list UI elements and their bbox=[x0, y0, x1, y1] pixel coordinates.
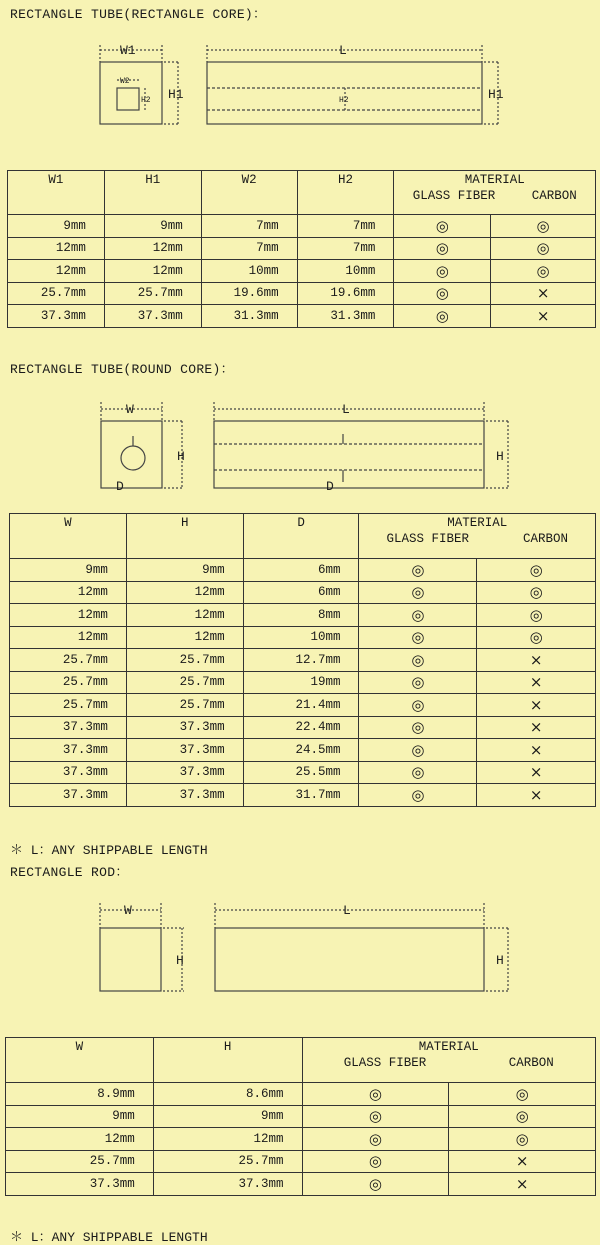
table-cell: 9mm bbox=[8, 215, 105, 238]
glass-fiber-availability: ◎ bbox=[359, 761, 477, 784]
label-h2-end: H2 bbox=[141, 96, 151, 105]
carbon-availability: ◎ bbox=[477, 581, 596, 604]
table-cell: 7mm bbox=[297, 215, 394, 238]
table-cell: 19.6mm bbox=[201, 282, 297, 305]
glass-fiber-availability: ◎ bbox=[302, 1083, 449, 1106]
table-cell: 8mm bbox=[243, 604, 359, 627]
carbon-availability: × bbox=[449, 1173, 596, 1196]
table-cell: 37.3mm bbox=[126, 761, 243, 784]
glass-fiber-availability: ◎ bbox=[302, 1173, 449, 1196]
table-cell: 12mm bbox=[126, 626, 243, 649]
table-row bbox=[10, 761, 596, 784]
carbon-availability: ◎ bbox=[477, 604, 596, 627]
section-title-rod: RECTANGLE ROD： bbox=[10, 865, 129, 880]
carbon-availability: × bbox=[477, 694, 596, 717]
glass-fiber-availability: ◎ bbox=[359, 739, 477, 762]
label-l: L bbox=[339, 43, 347, 58]
table-cell: 24.5mm bbox=[243, 739, 359, 762]
material-sub-glass: GLASS FIBER bbox=[412, 189, 496, 203]
material-label: MATERIAL bbox=[447, 516, 508, 530]
material-sub-glass: GLASS FIBER bbox=[386, 532, 469, 546]
label-h-side: H bbox=[496, 953, 504, 968]
table-row bbox=[10, 559, 596, 582]
material-header bbox=[359, 514, 596, 559]
carbon-availability: × bbox=[477, 671, 596, 694]
col-header: W bbox=[10, 514, 127, 559]
carbon-availability: ◎ bbox=[491, 260, 596, 283]
table-row bbox=[10, 671, 596, 694]
label-w1: W1 bbox=[120, 43, 136, 58]
table-cell: 9mm bbox=[6, 1105, 154, 1128]
table-row bbox=[10, 649, 596, 672]
col-header: W1 bbox=[8, 171, 105, 215]
carbon-availability: ◎ bbox=[449, 1128, 596, 1151]
glass-fiber-availability: ◎ bbox=[359, 649, 477, 672]
table-row bbox=[6, 1173, 596, 1196]
end-view bbox=[100, 903, 184, 991]
col-header: H1 bbox=[104, 171, 201, 215]
table-row bbox=[10, 694, 596, 717]
table-row bbox=[10, 739, 596, 762]
table-cell: 12mm bbox=[153, 1128, 302, 1151]
table-cell: 25.7mm bbox=[8, 282, 105, 305]
col-header: W bbox=[6, 1038, 154, 1083]
diagram-round-core bbox=[0, 396, 600, 506]
table-cell: 37.3mm bbox=[126, 739, 243, 762]
table-cell: 10mm bbox=[297, 260, 394, 283]
glass-fiber-availability: ◎ bbox=[359, 784, 477, 807]
carbon-availability: × bbox=[477, 716, 596, 739]
carbon-availability: × bbox=[477, 739, 596, 762]
material-label: MATERIAL bbox=[464, 173, 525, 187]
table-cell: 25.7mm bbox=[126, 694, 243, 717]
table-cell: 12mm bbox=[126, 604, 243, 627]
table-cell: 12mm bbox=[10, 626, 127, 649]
col-header: W2 bbox=[201, 171, 297, 215]
material-header bbox=[394, 171, 596, 215]
section-title-round-core: RECTANGLE TUBE(ROUND CORE)： bbox=[10, 362, 234, 377]
carbon-availability: × bbox=[477, 761, 596, 784]
material-sub-glass: GLASS FIBER bbox=[343, 1056, 427, 1070]
material-sub-carbon: CARBON bbox=[531, 189, 577, 203]
table-cell: 8.6mm bbox=[153, 1083, 302, 1106]
glass-fiber-availability: ◎ bbox=[394, 215, 491, 238]
glass-fiber-availability: ◎ bbox=[394, 282, 491, 305]
table-row bbox=[6, 1150, 596, 1173]
glass-fiber-availability: ◎ bbox=[359, 694, 477, 717]
glass-fiber-availability: ◎ bbox=[359, 626, 477, 649]
table-row bbox=[6, 1083, 596, 1106]
glass-fiber-availability: ◎ bbox=[359, 671, 477, 694]
carbon-availability: × bbox=[449, 1150, 596, 1173]
table-cell: 22.4mm bbox=[243, 716, 359, 739]
table-cell: 37.3mm bbox=[8, 305, 105, 328]
carbon-availability: × bbox=[477, 649, 596, 672]
label-d-side: D bbox=[326, 479, 334, 494]
table-cell: 9mm bbox=[126, 559, 243, 582]
table-cell: 10mm bbox=[243, 626, 359, 649]
col-header: H2 bbox=[297, 171, 394, 215]
side-view bbox=[215, 903, 510, 991]
section-title-rect-core: RECTANGLE TUBE(RECTANGLE CORE)： bbox=[10, 7, 267, 22]
table-rect-core bbox=[7, 170, 596, 328]
table-cell: 19mm bbox=[243, 671, 359, 694]
table-cell: 37.3mm bbox=[104, 305, 201, 328]
table-cell: 25.7mm bbox=[10, 694, 127, 717]
table-row bbox=[10, 784, 596, 807]
table-row bbox=[10, 626, 596, 649]
carbon-availability: ◎ bbox=[449, 1105, 596, 1128]
glass-fiber-availability: ◎ bbox=[359, 581, 477, 604]
table-row bbox=[8, 282, 596, 305]
label-w: W bbox=[124, 903, 132, 918]
col-header: D bbox=[243, 514, 359, 559]
table-cell: 37.3mm bbox=[126, 784, 243, 807]
table-cell: 37.3mm bbox=[126, 716, 243, 739]
note-length-2: ＊ L：ANY SHIPPABLE LENGTH bbox=[10, 1230, 208, 1245]
carbon-availability: ◎ bbox=[491, 215, 596, 238]
table-cell: 12mm bbox=[8, 237, 105, 260]
table-cell: 12mm bbox=[10, 581, 127, 604]
table-cell: 9mm bbox=[104, 215, 201, 238]
glass-fiber-availability: ◎ bbox=[302, 1105, 449, 1128]
table-cell: 7mm bbox=[297, 237, 394, 260]
material-label: MATERIAL bbox=[418, 1040, 479, 1054]
carbon-availability: ◎ bbox=[477, 626, 596, 649]
glass-fiber-availability: ◎ bbox=[302, 1128, 449, 1151]
table-cell: 25.7mm bbox=[153, 1150, 302, 1173]
table-cell: 25.7mm bbox=[6, 1150, 154, 1173]
table-cell: 37.3mm bbox=[10, 784, 127, 807]
table-cell: 31.3mm bbox=[201, 305, 297, 328]
carbon-availability: × bbox=[491, 282, 596, 305]
table-cell: 12mm bbox=[6, 1128, 154, 1151]
table-cell: 8.9mm bbox=[6, 1083, 154, 1106]
table-rod bbox=[5, 1037, 596, 1196]
table-cell: 25.5mm bbox=[243, 761, 359, 784]
table-cell: 37.3mm bbox=[10, 761, 127, 784]
glass-fiber-availability: ◎ bbox=[394, 260, 491, 283]
table-cell: 25.7mm bbox=[10, 671, 127, 694]
table-cell: 31.7mm bbox=[243, 784, 359, 807]
table-cell: 37.3mm bbox=[10, 739, 127, 762]
table-cell: 25.7mm bbox=[10, 649, 127, 672]
table-cell: 19.6mm bbox=[297, 282, 394, 305]
table-row bbox=[6, 1105, 596, 1128]
glass-fiber-availability: ◎ bbox=[359, 716, 477, 739]
label-h-end: H bbox=[176, 953, 184, 968]
diagram-rod bbox=[0, 898, 600, 998]
side-view bbox=[207, 45, 500, 124]
label-h2-side: H2 bbox=[339, 96, 349, 105]
note-length-1: ＊ L：ANY SHIPPABLE LENGTH bbox=[10, 843, 208, 858]
table-cell: 9mm bbox=[10, 559, 127, 582]
table-cell: 12mm bbox=[104, 260, 201, 283]
table-cell: 37.3mm bbox=[10, 716, 127, 739]
table-cell: 7mm bbox=[201, 215, 297, 238]
table-cell: 6mm bbox=[243, 581, 359, 604]
table-row bbox=[8, 305, 596, 328]
glass-fiber-availability: ◎ bbox=[359, 559, 477, 582]
label-w2: W2 bbox=[120, 77, 130, 86]
material-sub-carbon: CARBON bbox=[522, 532, 568, 546]
label-l: L bbox=[343, 903, 351, 918]
carbon-availability: × bbox=[491, 305, 596, 328]
table-cell: 31.3mm bbox=[297, 305, 394, 328]
glass-fiber-availability: ◎ bbox=[302, 1150, 449, 1173]
table-cell: 25.7mm bbox=[126, 649, 243, 672]
carbon-availability: ◎ bbox=[491, 237, 596, 260]
table-cell: 12.7mm bbox=[243, 649, 359, 672]
table-cell: 12mm bbox=[10, 604, 127, 627]
table-row bbox=[10, 581, 596, 604]
glass-fiber-availability: ◎ bbox=[394, 237, 491, 260]
table-cell: 37.3mm bbox=[6, 1173, 154, 1196]
label-h1-end: H1 bbox=[168, 87, 184, 102]
diagram-rect-core bbox=[0, 40, 600, 180]
label-w: W bbox=[126, 402, 134, 417]
material-sub-carbon: CARBON bbox=[508, 1056, 554, 1070]
col-header: H bbox=[153, 1038, 302, 1083]
table-cell: 12mm bbox=[8, 260, 105, 283]
table-cell: 7mm bbox=[201, 237, 297, 260]
table-row bbox=[10, 604, 596, 627]
glass-fiber-availability: ◎ bbox=[394, 305, 491, 328]
table-cell: 37.3mm bbox=[153, 1173, 302, 1196]
table-cell: 25.7mm bbox=[104, 282, 201, 305]
side-view bbox=[214, 402, 510, 488]
table-cell: 25.7mm bbox=[126, 671, 243, 694]
label-h1-side: H1 bbox=[488, 87, 504, 102]
carbon-availability: × bbox=[477, 784, 596, 807]
table-cell: 12mm bbox=[126, 581, 243, 604]
table-row bbox=[6, 1128, 596, 1151]
table-row bbox=[8, 237, 596, 260]
label-h-side: H bbox=[496, 449, 504, 464]
table-round-core bbox=[9, 513, 596, 807]
table-cell: 6mm bbox=[243, 559, 359, 582]
table-row bbox=[8, 215, 596, 238]
end-view bbox=[101, 402, 184, 488]
carbon-availability: ◎ bbox=[477, 559, 596, 582]
carbon-availability: ◎ bbox=[449, 1083, 596, 1106]
label-l: L bbox=[342, 402, 350, 417]
table-row bbox=[8, 260, 596, 283]
end-view bbox=[100, 45, 180, 124]
table-cell: 10mm bbox=[201, 260, 297, 283]
col-header: H bbox=[126, 514, 243, 559]
glass-fiber-availability: ◎ bbox=[359, 604, 477, 627]
table-row bbox=[10, 716, 596, 739]
material-header bbox=[302, 1038, 595, 1083]
label-h-end: H bbox=[177, 449, 185, 464]
label-d-end: D bbox=[116, 479, 124, 494]
table-cell: 12mm bbox=[104, 237, 201, 260]
table-cell: 9mm bbox=[153, 1105, 302, 1128]
table-cell: 21.4mm bbox=[243, 694, 359, 717]
